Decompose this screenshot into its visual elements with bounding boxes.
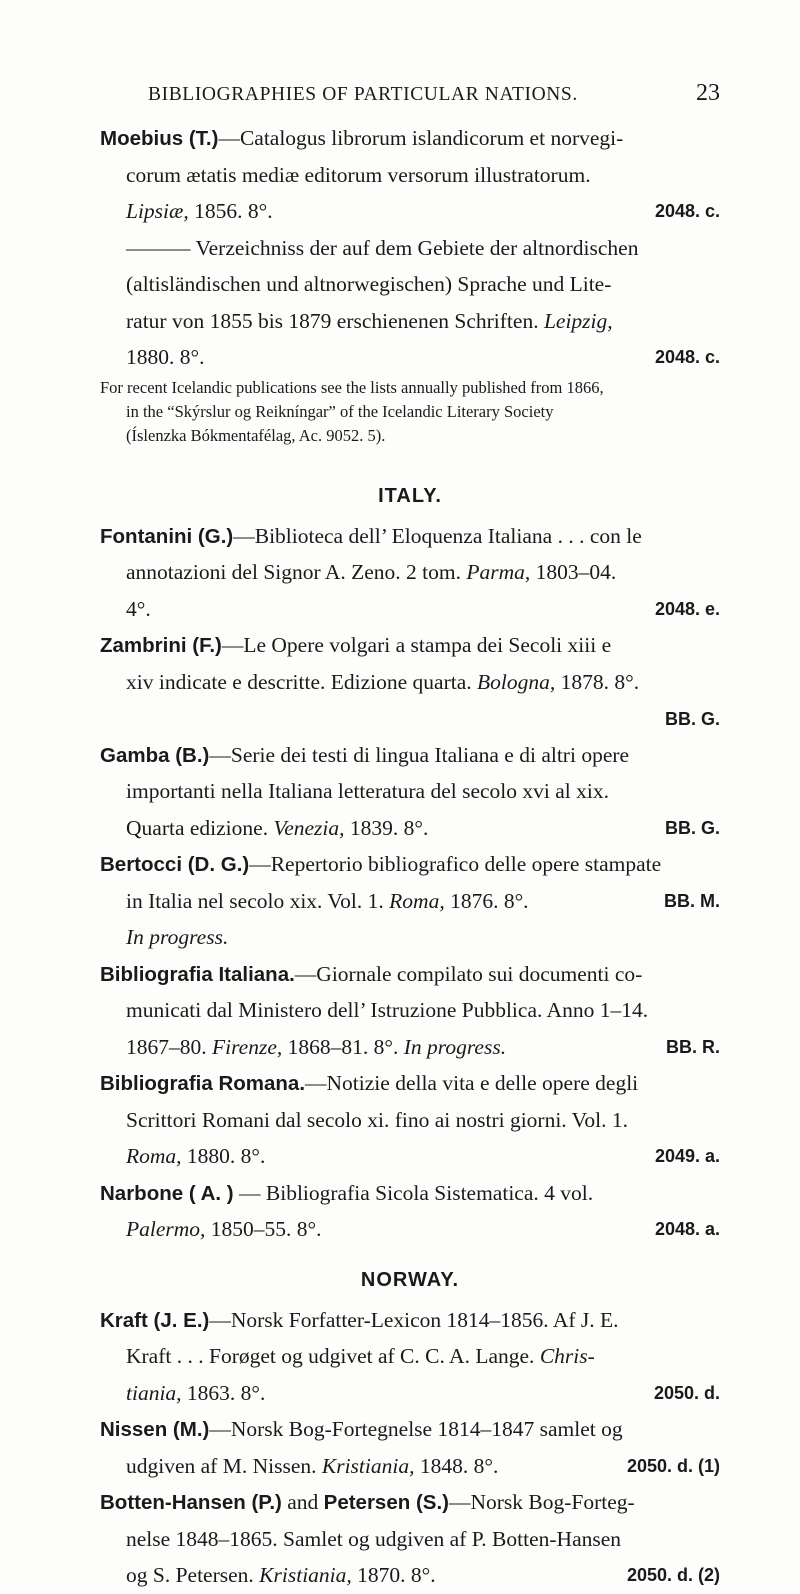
section-heading-italy: ITALY. <box>378 484 442 507</box>
shelfmark: 2048. e. <box>654 598 720 619</box>
entry-moebius-verzeichniss: ——— Verzeichniss der auf dem Gebiete der altnordischen (altisländischen und altnorwegischen) Sprache und Lite- ratur von 1855 bis 1879 erschienenen Schriften. Leipzig, 1880. 8°. 2048. c. <box>100 230 720 376</box>
page-number: 23 <box>696 80 720 106</box>
shelfmark: 2048. a. <box>654 1219 720 1239</box>
entry-moebius: Moebius (T.)—Catalogus librorum islandicorum et norvegi- corum ætatis mediæ editorum versorum illustratorum. Lipsiæ, 1856. 8°. 2048. c. <box>100 120 720 230</box>
section-heading-norway: NORWAY. <box>360 1268 460 1291</box>
shelfmark: BB. G. <box>664 709 720 729</box>
entry-nissen: Nissen (M.)—Norsk Bog-Fortegnelse 1814–1847 samlet og udgiven af M. Nissen. Kristiania, 1848. 8°. 2050. d. (1) <box>100 1411 720 1484</box>
running-header <box>148 80 720 107</box>
entry-bertocci: Bertocci (D. G.)—Repertorio bibliografico delle opere stampate in Italia nel secolo xix. Vol. 1. Roma, 1876. 8°. BB. M. In progress. <box>100 852 720 949</box>
entry-narbone: Narbone ( A. ) — Bibliografia Sicola Sistematica. 4 vol. Palermo, 1850–55. 8°. 2048. a. <box>100 1175 720 1248</box>
note-icelandic: For recent Icelandic publications see the lists annually published from 1866, in the “Skýrslur og Reikníngar” of the Icelandic Literary Society (Íslenzka Bókmentafélag, Ac. 9052. 5). <box>100 377 604 445</box>
entry-gamba: Gamba (B.)—Serie dei testi di lingua Italiana e di altri opere importanti nella Italiana letteratura del secolo xvi al xix. Quarta edizione. Venezia, 1839. 8°. BB. G. <box>100 737 720 847</box>
entry-kraft: Kraft (J. E.)—Norsk Forfatter-Lexicon 1814–1856. Af J. E. Kraft . . . Forøget og udgivet af C. C. A. Lange. Chris- tiania, 1863. 8°. 2050. d. <box>100 1302 720 1412</box>
shelfmark: BB. M. <box>664 890 720 911</box>
shelfmark: BB. G. <box>664 817 720 838</box>
shelfmark: 2049. a. <box>654 1146 720 1166</box>
shelfmark: 2050. d. <box>653 1382 720 1403</box>
shelfmark: BB. R. <box>666 1036 720 1057</box>
running-title: BIBLIOGRAPHIES OF PARTICULAR NATIONS. <box>148 84 578 105</box>
shelfmark: 2048. c. <box>654 347 720 367</box>
entry-author: Moebius (T.) <box>100 127 219 150</box>
entry-fontanini: Fontanini (G.)—Biblioteca dell’ Eloquenza Italiana . . . con le annotazioni del Signor A. Zeno. 2 tom. Parma, 1803–04. 4°. 2048. e. <box>100 518 720 628</box>
shelfmark: 2050. d. (2) <box>626 1565 720 1585</box>
entry-bibliografia-italiana: Bibliografia Italiana.—Giornale compilato sui documenti co- municati dal Ministero dell’ Istruzione Pubblica. Anno 1–14. 1867–80. Firenze, 1868–81. 8°. In progress. BB. R. <box>100 956 720 1066</box>
page-body <box>100 120 720 1594</box>
entry-botten-hansen: Botten-Hansen (P.) and Petersen (S.)—Norsk Bog-Forteg- nelse 1848–1865. Samlet og udgiven af P. Botten-Hansen og S. Petersen. Kristiania, 1870. 8°. 2050. d. (2) <box>100 1484 720 1594</box>
entry-zambrini: Zambrini (F.)—Le Opere volgari a stampa dei Secoli xiii e xiv indicate e descritte. Edizione quarta. Bologna, 1878. 8°. BB. G. <box>100 633 720 729</box>
entry-bibliografia-romana: Bibliografia Romana.—Notizie della vita e delle opere degli Scrittori Romani dal secolo xi. fino ai nostri giorni. Vol. 1. Roma, 1880. 8°. 2049. a. <box>100 1065 720 1175</box>
shelfmark: 2050. d. (1) <box>626 1455 720 1476</box>
shelfmark: 2048. c. <box>654 201 720 221</box>
